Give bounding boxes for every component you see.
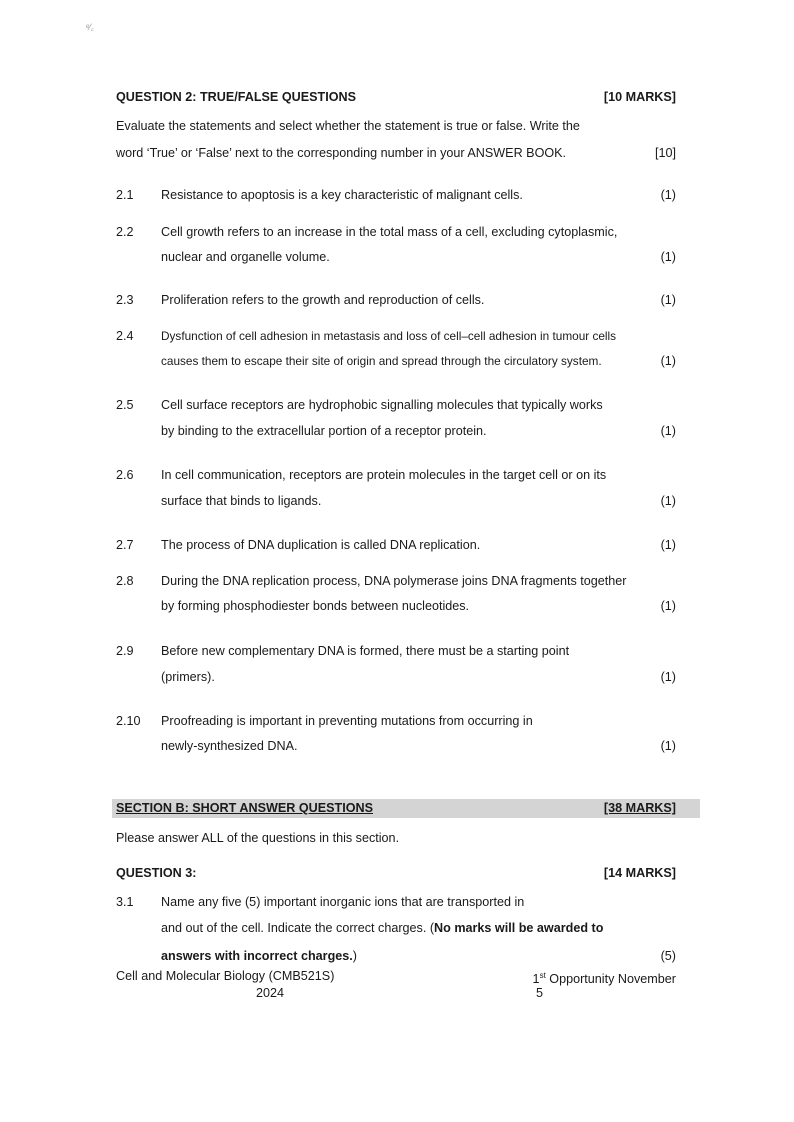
section-b-title: SECTION B: SHORT ANSWER QUESTIONS [116,801,374,815]
item-marks: (1) [660,424,676,438]
item-text: Name any five (5) important inorganic ions that are transported in [161,895,525,909]
item-text: nuclear and organelle volume. [161,250,330,264]
item-number: 2.4 [116,329,134,343]
item-marks: (1) [660,293,676,307]
item-text: During the DNA replication process, DNA polymerase joins DNA fragments together [161,574,627,588]
item-number: 2.10 [116,714,141,728]
item-text-normal: ) [352,949,357,963]
item-text: Resistance to apoptosis is a key characteristic of malignant cells. [161,188,523,202]
section-b-marks: [38 MARKS] [603,801,676,815]
item-text [161,947,357,965]
item-text: (primers). [161,670,215,684]
item-text: Cell surface receptors are hydrophobic signalling molecules that typically works [161,398,603,412]
item-text: causes them to escape their site of origin and spread through the circulatory system. [161,354,602,368]
footer-course: Cell and Molecular Biology (CMB521S) [116,969,335,983]
footer-opportunity [533,967,676,988]
item-text-bold: No marks will be awarded to [434,921,604,935]
item-text [161,919,603,937]
item-number: 2.9 [116,644,134,658]
item-text: The process of DNA duplication is called DNA replication. [161,538,481,552]
item-number: 2.8 [116,574,134,588]
item-marks: (1) [660,494,676,508]
scan-mark: ᵉ⁄꜀ [86,22,94,32]
item-text: Proofreading is important in preventing mutations from occurring in [161,714,533,728]
question3-title: QUESTION 3: [116,866,197,880]
item-text: In cell communication, receptors are protein molecules in the target cell or on its [161,468,607,482]
item-text: surface that binds to ligands. [161,494,322,508]
item-number: 3.1 [116,895,134,909]
item-number: 2.6 [116,468,134,482]
item-number: 2.5 [116,398,134,412]
instruction-marks: [10] [654,146,676,160]
question2-title: QUESTION 2: TRUE/FALSE QUESTIONS [116,90,357,104]
section-b-instruction: Please answer ALL of the questions in this section. [116,831,400,845]
footer-opportunity-sup: st [539,971,546,980]
item-number: 2.2 [116,225,134,239]
item-marks: (5) [660,949,676,963]
footer-opportunity-text: Opportunity November [545,972,676,987]
item-text-normal: and out of the cell. Indicate the correct charges. ( [161,921,435,935]
item-text: Before new complementary DNA is formed, there must be a starting point [161,644,570,658]
footer-page-number: 5 [536,986,544,1000]
item-marks: (1) [660,599,676,613]
item-number: 2.1 [116,188,134,202]
item-text: newly-synthesized DNA. [161,739,298,753]
item-text: Cell growth refers to an increase in the total mass of a cell, excluding cytoplasmic, [161,225,618,239]
footer-opportunity-number: 1 [532,972,540,987]
item-number: 2.7 [116,538,134,552]
item-text-bold: answers with incorrect charges. [161,949,353,963]
item-number: 2.3 [116,293,134,307]
item-marks: (1) [660,188,676,202]
footer-year: 2024 [256,986,285,1000]
instruction-line: word ‘True’ or ‘False’ next to the corresponding number in your ANSWER BOOK. [116,146,567,160]
item-text: by forming phosphodiester bonds between nucleotides. [161,599,470,613]
item-text: by binding to the extracellular portion of a receptor protein. [161,424,487,438]
item-marks: (1) [660,739,676,753]
item-text: Dysfunction of cell adhesion in metastasis and loss of cell–cell adhesion in tumour cells [161,329,617,343]
item-text: Proliferation refers to the growth and reproduction of cells. [161,293,485,307]
question3-marks: [14 MARKS] [603,866,676,880]
item-marks: (1) [660,670,676,684]
instruction-line: Evaluate the statements and select whether the statement is true or false. Write the [116,119,580,133]
item-marks: (1) [660,538,676,552]
item-marks: (1) [660,250,676,264]
item-marks: (1) [660,354,676,368]
question2-marks: [10 MARKS] [603,90,676,104]
